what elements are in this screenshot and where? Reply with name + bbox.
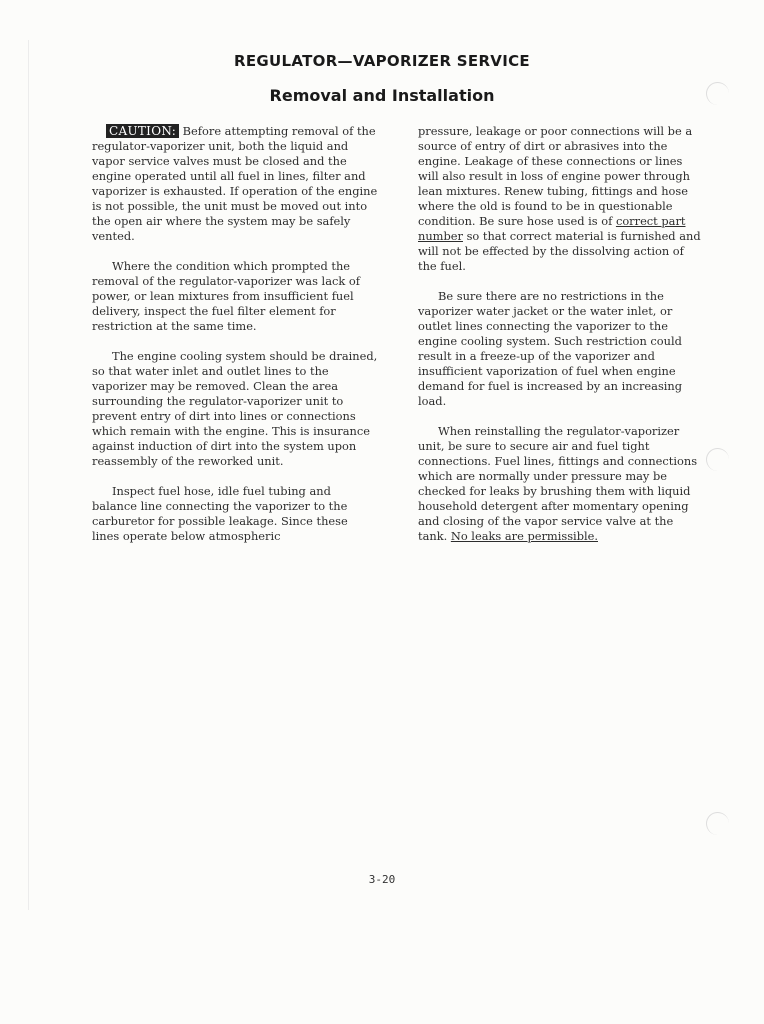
left-column [92, 124, 378, 559]
caution-text: Before attempting removal of the regulator-vaporizer unit, both the liquid and vapor service valves must be closed and the engine operated until all fuel in lines, filter and vaporizer is exhausted. If operation of the engine is not possible, the unit must be moved out into the open air where the system may be safely vented. [92, 124, 378, 243]
paragraph-cooling-system: The engine cooling system should be drained, so that water inlet and outlet lines to the vaporizer may be removed. Clean the area surrounding the regulator-vaporizer unit to prevent entry of dirt into lines or connections which remain with the engine. This is insurance against induction of dirt into the system upon reassembly of the reworked unit. [92, 349, 378, 468]
leakage-text-b: so that correct material is furnished and will not be effected by the dissolving action of the fuel. [418, 229, 701, 273]
section-subtitle: Removal and Installation [269, 86, 495, 105]
paragraph-inspect-hose: Inspect fuel hose, idle fuel tubing and balance line connecting the vaporizer to the carburetor for possible leakage. Since these lines operate below atmospheric [92, 484, 348, 543]
paragraph-lack-of-power: Where the condition which prompted the removal of the regulator-vaporizer was lack of power, or lean mixtures from insufficient fuel delivery, inspect the fuel filter element for restriction at the same time. [92, 259, 360, 333]
paragraph-reinstalling [418, 424, 704, 544]
binder-hole-bottom [706, 812, 729, 835]
paragraph-leakage [418, 124, 704, 274]
correct-part-number-underlined: correct part number [418, 214, 686, 243]
reinstalling-text: When reinstalling the regulator-vaporizer unit, be sure to secure air and fuel tight connections. Fuel lines, fittings and connections which are normally under pressure may be checked for leaks by brushing them with liquid household detergent after momentary opening and closing of the vapor service valve at the tank. [418, 424, 698, 543]
no-leaks-underlined: No leaks are permissible. [450, 529, 598, 543]
page-number: 3-20 [368, 873, 396, 886]
right-column [418, 124, 704, 559]
page-title: REGULATOR—VAPORIZER SERVICE [234, 52, 530, 70]
page-edge-shadow [28, 40, 29, 910]
caution-badge: CAUTION: [106, 124, 179, 138]
leakage-text-a: pressure, leakage or poor connections will be a source of entry of dirt or abrasives into the engine. Leakage of these connections or lines will also result in loss of engine power through lean mixtures. Renew tubing, fittings and hose where the old is found to be in questionable condition. Be sure hose used is of [418, 124, 693, 228]
paragraph-restrictions: Be sure there are no restrictions in the vaporizer water jacket or the water inlet, or outlet lines connecting the vaporizer to the engine cooling system. Such restriction could result in a freeze-up of the vaporizer and insufficient vaporization of fuel when engine demand for fuel is increased by an increasing load. [418, 289, 683, 408]
binder-hole-middle [706, 448, 729, 471]
caution-paragraph [92, 124, 378, 244]
